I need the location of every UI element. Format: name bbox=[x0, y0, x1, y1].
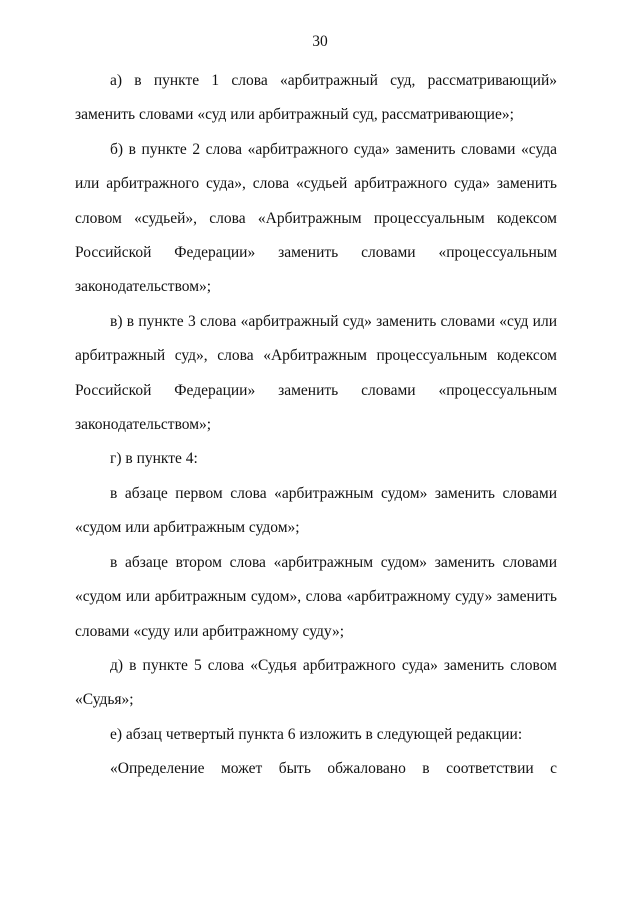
paragraph-g: г) в пункте 4: bbox=[110, 450, 198, 468]
page-number: 30 bbox=[312, 33, 328, 50]
paragraph-d: д) в пункте 5 слова «Судья арбитражного суда» заменить словом «Судья»; bbox=[75, 656, 557, 709]
paragraph-v: в) в пункте 3 слова «арбитражный суд» заменить словами «суд или арбитражный суд», слова «Арбитражным процессуальным кодексом Российской Федерации» заменить словами «процессуальным законодательством»; bbox=[75, 312, 557, 434]
paragraph-g-second: в абзаце втором слова «арбитражным судом» заменить словами «судом или арбитражным судом», слова «арбитражному суду» заменить словами «суду или арбитражному суду»; bbox=[75, 553, 557, 640]
paragraph-b: б) в пункте 2 слова «арбитражного суда» заменить словами «суда или арбитражного суда», слова «судьей арбитражного суда» заменить словом «судьей», слова «Арбитражным процессуальным кодексом Российской Федерации» заменить словами «процессуальным законодательством»; bbox=[75, 140, 557, 296]
paragraph-a: а) в пункте 1 слова «арбитражный суд, рассматривающий» заменить словами «суд или арбитражный суд, рассматривающие»; bbox=[75, 72, 557, 124]
paragraph-g-first: в абзаце первом слова «арбитражным судом» заменить словами «судом или арбитражным судом»; bbox=[75, 484, 557, 537]
paragraph-e: е) абзац четвертый пункта 6 изложить в следующей редакции: bbox=[110, 725, 523, 743]
paragraph-quote-start: «Определение может быть обжаловано в соответствии с bbox=[110, 760, 557, 778]
document-body bbox=[75, 64, 557, 787]
